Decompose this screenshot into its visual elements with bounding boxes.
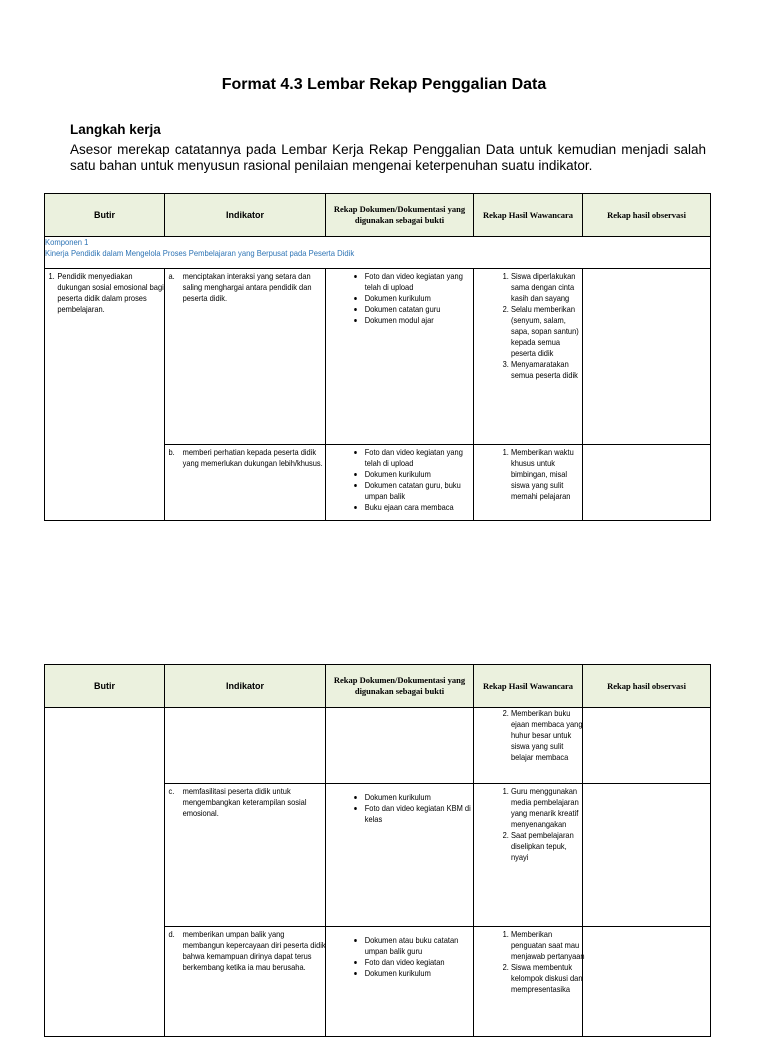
list-item: • Dokumen kurikulum <box>365 968 476 979</box>
list-item: 1. Memberikan penguatan saat mau menjawab pertanyaan <box>511 929 585 962</box>
header-rekap-wawancara: Rekap Hasil Wawancara <box>474 665 583 708</box>
header-indikator: Indikator <box>165 665 326 708</box>
dokumen-cell-continued <box>326 708 474 784</box>
list-item: • Dokumen modul ajar <box>365 315 476 326</box>
indikator-text: menciptakan interaksi yang setara dan saling menghargai antara pendidik dan peserta didik. <box>182 271 312 303</box>
header-butir: Butir <box>45 194 165 237</box>
list-item: • Dokumen kurikulum <box>365 469 476 480</box>
list-item: 1. Guru menggunakan media pembelajaran yang menarik kreatif menyenangakan <box>511 786 585 830</box>
indikator-letter: d. <box>168 929 175 939</box>
indikator-text: memberikan umpan balik yang membangun kepercayaan diri peserta didik bahwa kemampuan dirinya dapat terus berkembang ketika ia mau berusaha. <box>182 929 326 972</box>
list-item: • Dokumen catatan guru, buku umpan balik <box>365 480 476 502</box>
wawancara-cell-b <box>474 445 583 521</box>
indikator-cell-continued <box>165 708 326 784</box>
list-item: • Foto dan video kegiatan KBM di kelas <box>365 803 476 825</box>
dokumen-cell-a <box>326 269 474 445</box>
komponen-row <box>45 237 711 269</box>
dokumen-cell-d <box>326 927 474 1037</box>
steps-text: Asesor merekap catatannya pada Lembar Kerja Rekap Penggalian Data untuk kemudian menjadi salah satu bahan untuk menyusun rasional penilaian mengenai keterpenuhan suatu indikator. <box>70 142 706 173</box>
list-item: 2. Memberikan buku ejaan membaca yang huhur besar untuk siswa yang sulit belajar membaca <box>511 708 585 763</box>
wawancara-cell-a <box>474 269 583 445</box>
dokumen-cell-b <box>326 445 474 521</box>
wawancara-list <box>478 929 585 995</box>
header-rekap-observasi: Rekap hasil observasi <box>583 665 711 708</box>
list-item: 3. Menyamaratakan semua peserta didik <box>511 359 585 381</box>
wawancara-list <box>478 447 585 502</box>
dokumen-list <box>330 935 476 979</box>
wawancara-cell-continued <box>474 708 583 784</box>
header-rekap-dokumen: Rekap Dokumen/Dokumentasi yang digunakan sebagai bukti <box>326 194 474 237</box>
list-item: • Dokumen kurikulum <box>365 293 476 304</box>
indikator-letter: a. <box>168 271 175 281</box>
list-item: 1. Memberikan waktu khusus untuk bimbingan, misal siswa yang sulit memahi pelajaran <box>511 447 585 502</box>
list-item: • Foto dan video kegiatan <box>365 957 476 968</box>
dokumen-list <box>330 792 476 825</box>
header-butir: Butir <box>45 665 165 708</box>
rekap-table-2 <box>44 664 711 1037</box>
list-item: 2. Selalu memberikan (senyum, salam, sapa, sopan santun) kepada semua peserta didik <box>511 304 585 359</box>
indikator-letter: b. <box>168 447 175 457</box>
header-indikator: Indikator <box>165 194 326 237</box>
indikator-text: memfasilitasi peserta didik untuk mengembangkan keterampilan sosial emosional. <box>182 786 307 818</box>
butir-cell <box>45 269 165 521</box>
observasi-cell-a <box>583 269 711 445</box>
butir-text: Pendidik menyediakan dukungan sosial emosional bagi peserta didik dalam proses pembelajaran. <box>57 271 164 314</box>
list-item: • Foto dan video kegiatan yang telah di upload <box>365 447 476 469</box>
dokumen-list <box>330 447 476 513</box>
wawancara-cell-c <box>474 784 583 927</box>
list-item: 1. Siswa diperlakukan sama dengan cinta kasih dan sayang <box>511 271 585 304</box>
indikator-cell-a <box>165 269 326 445</box>
observasi-cell-c <box>583 784 711 927</box>
wawancara-list <box>478 271 585 381</box>
rekap-table-1 <box>44 193 711 521</box>
butir-cell-continued <box>45 708 165 1037</box>
steps-heading: Langkah kerja <box>70 122 161 137</box>
list-item: 2. Siswa membentuk kelompok diskusi dan mempresentasika <box>511 962 585 995</box>
list-item: • Dokumen atau buku catatan umpan balik guru <box>365 935 476 957</box>
indikator-text: memberi perhatian kepada peserta didik yang memerlukan dukungan lebih/khusus. <box>182 447 323 468</box>
observasi-cell-b <box>583 445 711 521</box>
butir-number: 1. <box>48 271 55 281</box>
komponen-label: Komponen 1 <box>45 237 89 247</box>
observasi-cell-d <box>583 927 711 1037</box>
header-rekap-dokumen: Rekap Dokumen/Dokumentasi yang digunakan sebagai bukti <box>326 665 474 708</box>
wawancara-list <box>478 786 585 863</box>
dokumen-cell-c <box>326 784 474 927</box>
wawancara-list <box>478 708 585 763</box>
list-item: • Buku ejaan cara membaca <box>365 502 476 513</box>
header-rekap-wawancara: Rekap Hasil Wawancara <box>474 194 583 237</box>
indikator-letter: c. <box>168 786 175 796</box>
indikator-cell-b <box>165 445 326 521</box>
observasi-cell-continued <box>583 708 711 784</box>
list-item: • Dokumen kurikulum <box>365 792 476 803</box>
header-rekap-observasi: Rekap hasil observasi <box>583 194 711 237</box>
dokumen-list <box>330 271 476 326</box>
list-item: • Dokumen catatan guru <box>365 304 476 315</box>
indikator-cell-c <box>165 784 326 927</box>
komponen-title: Kinerja Pendidik dalam Mengelola Proses Pembelajaran yang Berpusat pada Peserta Didik <box>45 248 355 258</box>
list-item: • Foto dan video kegiatan yang telah di upload <box>365 271 476 293</box>
wawancara-cell-d <box>474 927 583 1037</box>
indikator-cell-d <box>165 927 326 1037</box>
list-item: 2. Saat pembelajaran diselipkan tepuk, nyayi <box>511 830 585 863</box>
page-title: Format 4.3 Lembar Rekap Penggalian Data <box>221 76 547 93</box>
